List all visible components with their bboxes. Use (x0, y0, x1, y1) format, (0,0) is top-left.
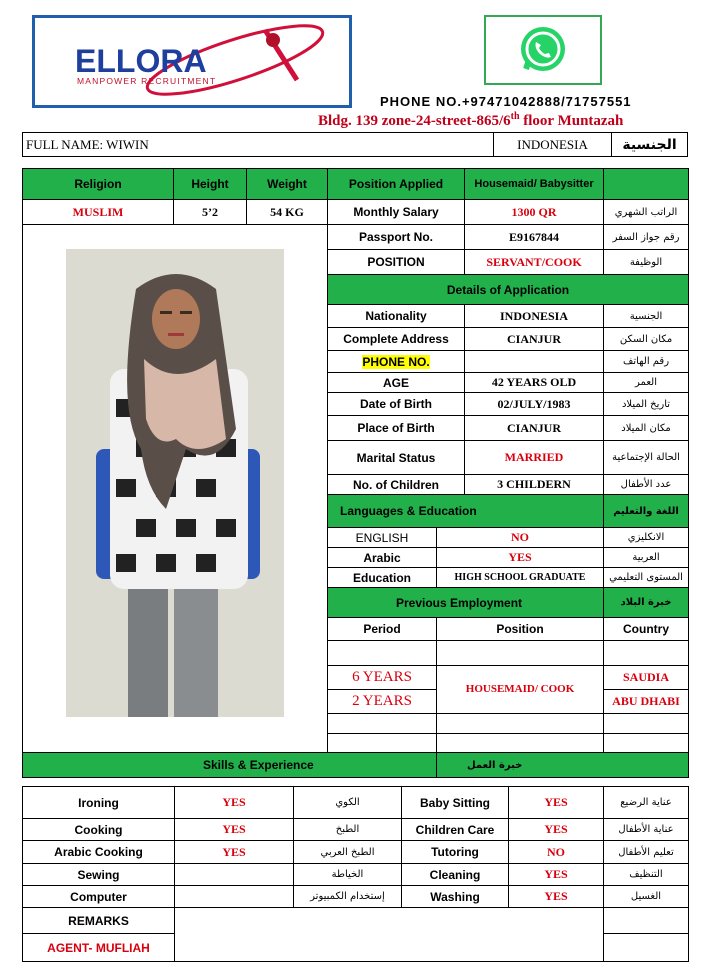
detail-value: INDONESIA (465, 305, 604, 328)
skill-label: Baby Sitting (402, 787, 509, 819)
phone-label-highlight: PHONE NO. (362, 354, 430, 369)
skill-value: YES (175, 787, 294, 819)
emp-empty (604, 734, 689, 753)
salary-label: Monthly Salary (328, 200, 465, 225)
detail-value (465, 351, 604, 373)
detail-label: Place of Birth (328, 416, 465, 441)
skill-ar: إستخدام الكمبيوتر (294, 886, 402, 908)
skill-ar: عناية الرضيع (604, 787, 689, 819)
skill-ar: الطبخ العربي (294, 841, 402, 864)
skill-ar: الخياطة (294, 864, 402, 886)
skill-value (175, 886, 294, 908)
skills-title: Skills & Experience (23, 753, 437, 778)
detail-value: 42 YEARS OLD (465, 373, 604, 393)
language-label: Arabic (328, 548, 437, 568)
ellora-logo (32, 15, 352, 108)
emp-position-header: Position (437, 618, 604, 641)
applicant-photo-graphic (66, 249, 284, 717)
passport-label: Passport No. (328, 225, 465, 250)
emp-empty (328, 714, 437, 734)
logo-subtext: MANPOWER RECRUITMENT (77, 76, 217, 86)
address-sup: th (510, 111, 520, 122)
religion-header: Religion (23, 169, 174, 200)
skill-ar: تعليم الأطفال (604, 841, 689, 864)
detail-ar: تاريخ الميلاد (604, 393, 689, 416)
languages-title-ar: اللغة والتعليم (604, 495, 689, 528)
religion-value: MUSLIM (23, 200, 174, 225)
nationality-ar: الجنسية (612, 133, 688, 157)
country-value: ABU DHABI (604, 690, 689, 714)
skills-table (22, 786, 689, 962)
skill-value: YES (509, 864, 604, 886)
skill-ar: عناية الأطفال (604, 819, 689, 841)
detail-value: CIANJUR (465, 416, 604, 441)
detail-label: Nationality (328, 305, 465, 328)
employment-title: Previous Employment (328, 588, 604, 618)
address-part1: Bldg. 139 zone-24-street-865/6 (318, 113, 511, 129)
salary-value: 1300 QR (465, 200, 604, 225)
detail-label: AGE (328, 373, 465, 393)
emp-empty (604, 641, 689, 666)
whatsapp-icon (486, 17, 600, 83)
full-name: FULL NAME: WIWIN (23, 133, 494, 157)
emp-empty (604, 714, 689, 734)
detail-ar: مكان السكن (604, 328, 689, 351)
detail-ar: عدد الأطفال (604, 475, 689, 495)
emp-position-value: HOUSEMAID/ COOK (437, 666, 604, 714)
skill-value: YES (509, 819, 604, 841)
height-value: 5’2 (174, 200, 247, 225)
skill-label: Arabic Cooking (23, 841, 175, 864)
emp-empty (437, 734, 604, 753)
language-value: YES (437, 548, 604, 568)
education-ar: المستوى التعليمي (604, 568, 689, 588)
period-header: Period (328, 618, 437, 641)
skill-label: Washing (402, 886, 509, 908)
country-value: SAUDIA (604, 666, 689, 690)
details-title: Details of Application (328, 275, 689, 305)
skill-ar: التنظيف (604, 864, 689, 886)
period-value: 2 YEARS (328, 690, 437, 714)
position-applied-header: Position Applied (328, 169, 465, 200)
country-header: Country (604, 618, 689, 641)
language-label: ENGLISH (328, 528, 437, 548)
detail-ar: الجنسية (604, 305, 689, 328)
language-ar: العربية (604, 548, 689, 568)
skill-value: NO (509, 841, 604, 864)
skill-label: Tutoring (402, 841, 509, 864)
applicant-photo (66, 249, 284, 717)
detail-value: MARRIED (465, 441, 604, 475)
language-ar: الانكليزي (604, 528, 689, 548)
skills-title-ar: خبرة العمل (437, 753, 689, 778)
employment-title-ar: خبرة البلاد (604, 588, 689, 618)
skill-label: Children Care (402, 819, 509, 841)
logo-text: ELLORA (75, 43, 207, 79)
detail-value: CIANJUR (465, 328, 604, 351)
remarks-side (604, 934, 689, 962)
remarks-label: REMARKS (23, 908, 175, 934)
emp-empty (328, 641, 437, 666)
detail-label: Marital Status (328, 441, 465, 475)
position-label: POSITION (328, 250, 465, 275)
skill-value: YES (509, 886, 604, 908)
name-table (22, 132, 688, 157)
skill-value (175, 864, 294, 886)
detail-label: No. of Children (328, 475, 465, 495)
detail-ar: الحالة الإجتماعية (604, 441, 689, 475)
period-value: 6 YEARS (328, 666, 437, 690)
detail-label: Date of Birth (328, 393, 465, 416)
skill-value: YES (175, 819, 294, 841)
languages-title: Languages & Education (328, 495, 604, 528)
remarks-body (175, 908, 604, 962)
language-value: NO (437, 528, 604, 548)
skill-label: Sewing (23, 864, 175, 886)
position-applied-value: Housemaid/ Babysitter (465, 169, 604, 200)
passport-ar: رقم جواز السفر (604, 225, 689, 250)
position-applied-ar-cell (604, 169, 689, 200)
skill-label: Ironing (23, 787, 175, 819)
remarks-side (604, 908, 689, 934)
detail-ar: رقم الهاتف (604, 351, 689, 373)
ellora-logo-graphic (35, 18, 349, 105)
address-line (318, 111, 623, 130)
detail-value: 02/JULY/1983 (465, 393, 604, 416)
skill-ar: الكوي (294, 787, 402, 819)
height-header: Height (174, 169, 247, 200)
detail-label-phone (328, 351, 465, 373)
salary-ar: الراتب الشهري (604, 200, 689, 225)
skill-label: Cooking (23, 819, 175, 841)
detail-value: 3 CHILDERN (465, 475, 604, 495)
detail-label: Complete Address (328, 328, 465, 351)
phone-line: PHONE NO.+97471042888/71757551 (380, 94, 632, 109)
education-label: Education (328, 568, 437, 588)
emp-empty (437, 714, 604, 734)
agent-name: AGENT- MUFLIAH (23, 934, 175, 962)
skill-ar: الغسيل (604, 886, 689, 908)
emp-empty (328, 734, 437, 753)
whatsapp-badge[interactable] (484, 15, 602, 85)
weight-value: 54 KG (247, 200, 328, 225)
skill-value: YES (509, 787, 604, 819)
skill-label: Computer (23, 886, 175, 908)
skill-ar: الطبخ (294, 819, 402, 841)
address-part2: floor Muntazah (519, 113, 624, 129)
position-value: SERVANT/COOK (465, 250, 604, 275)
weight-header: Weight (247, 169, 328, 200)
passport-value: E9167844 (465, 225, 604, 250)
detail-ar: العمر (604, 373, 689, 393)
detail-ar: مكان الميلاد (604, 416, 689, 441)
emp-empty (437, 641, 604, 666)
education-value: HIGH SCHOOL GRADUATE (437, 568, 604, 588)
skill-label: Cleaning (402, 864, 509, 886)
nationality-top: INDONESIA (494, 133, 612, 157)
skill-value: YES (175, 841, 294, 864)
position-ar: الوظيفة (604, 250, 689, 275)
